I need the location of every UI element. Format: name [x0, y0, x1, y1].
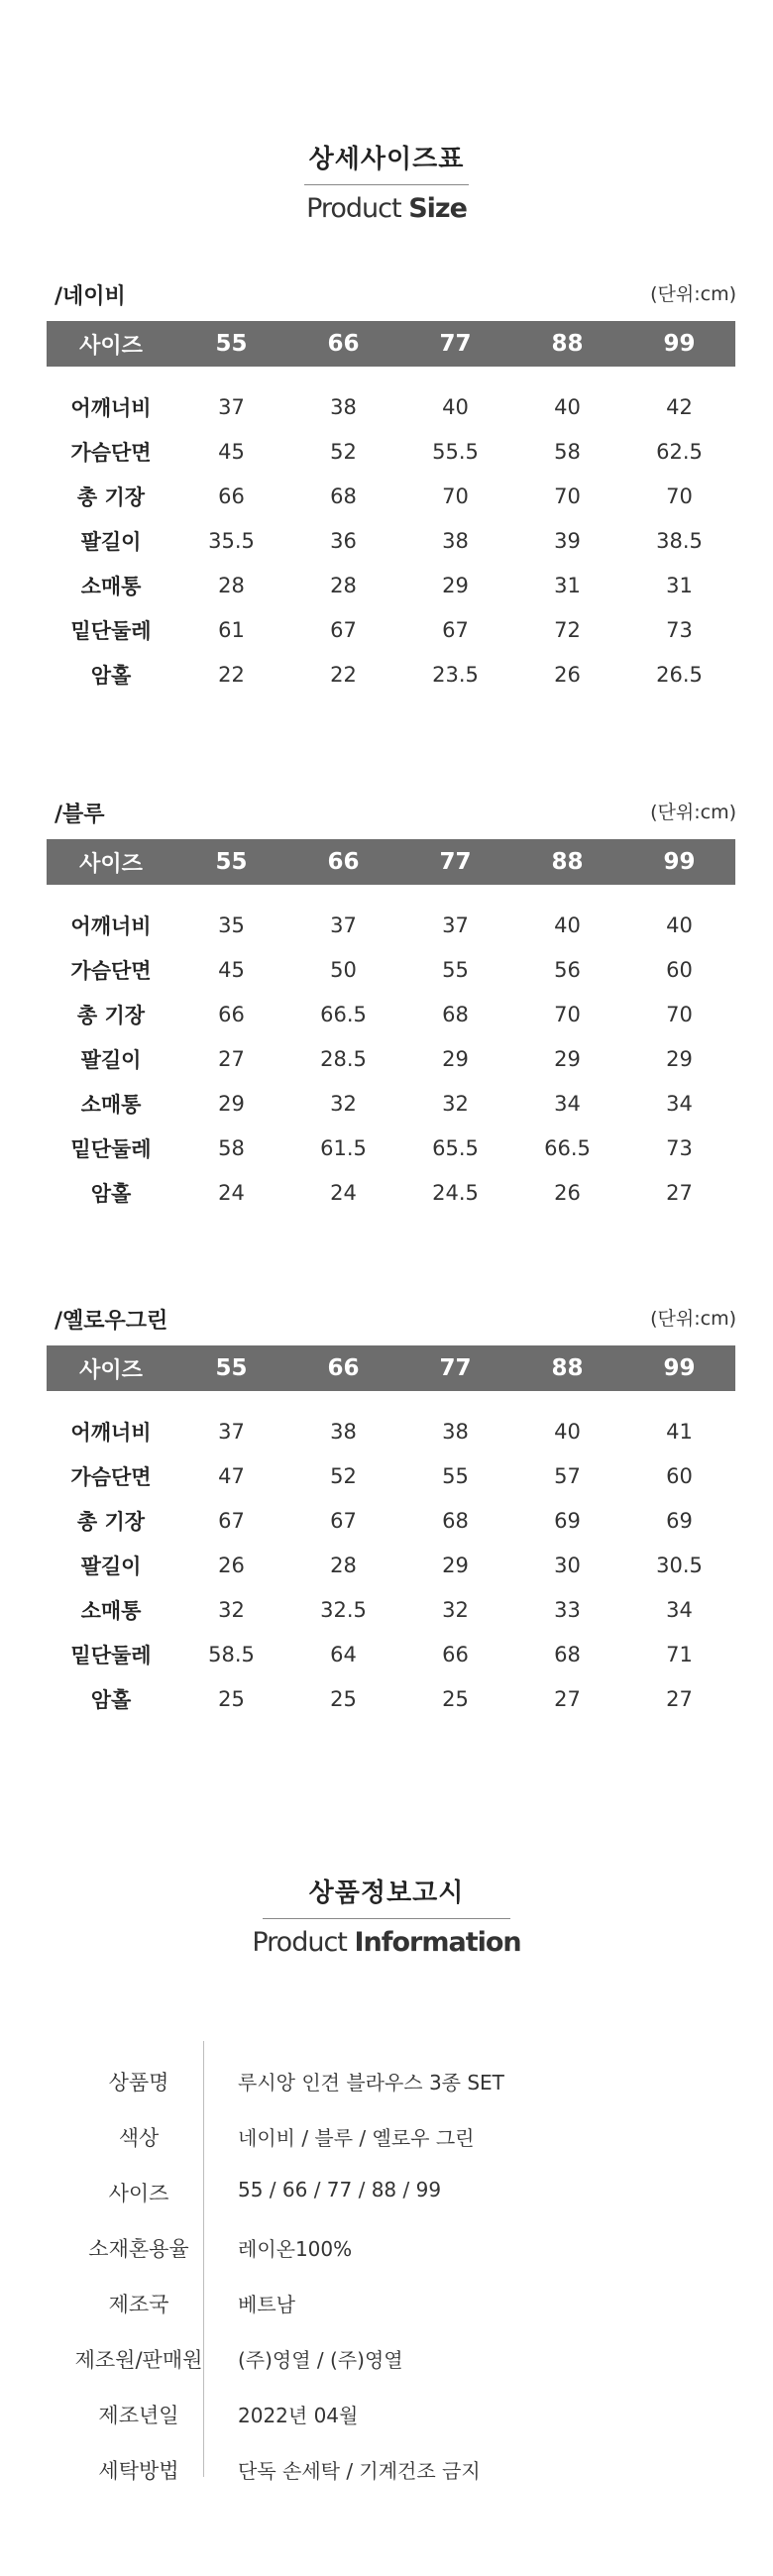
- row-label: 총 기장: [76, 1509, 146, 1534]
- row-label: 가슴단면: [70, 440, 152, 465]
- product-info-title-ko: 상품정보고시: [308, 1878, 465, 1908]
- size-chart-title-ko: 상세사이즈표: [308, 145, 465, 174]
- measure-cell: 56: [554, 957, 581, 982]
- info-row: [0, 2441, 773, 2497]
- measure-cell: 40: [666, 912, 693, 937]
- measure-cell: 35.5: [208, 528, 255, 553]
- measure-cell: 30: [554, 1553, 581, 1577]
- row-label: 팔길이: [80, 1554, 142, 1578]
- table-row: [47, 1126, 735, 1170]
- info-row: [0, 2164, 773, 2219]
- measure-cell: 28.5: [320, 1046, 367, 1071]
- table-row: [47, 1498, 735, 1543]
- measure-cell: 55: [442, 1463, 469, 1488]
- size-header-cell: 99: [623, 1345, 735, 1391]
- measure-cell: 70: [442, 483, 469, 508]
- measure-cell: 70: [666, 1002, 693, 1026]
- measure-cell: 55.5: [432, 439, 479, 464]
- measure-cell: 35: [218, 912, 245, 937]
- size-header-cell: 66: [287, 321, 399, 367]
- size-header-row: [47, 1345, 735, 1391]
- measure-cell: 33: [554, 1597, 581, 1622]
- measure-cell: 28: [218, 573, 245, 597]
- measure-cell: 50: [330, 957, 357, 982]
- size-header-cell: 77: [399, 321, 511, 367]
- measure-cell: 71: [666, 1642, 693, 1666]
- measure-cell: 27: [666, 1686, 693, 1711]
- header-label: 사이즈: [47, 839, 175, 885]
- product-info-title: [0, 1873, 773, 1958]
- row-label: 총 기장: [76, 484, 146, 509]
- row-label: 팔길이: [80, 529, 142, 554]
- measure-cell: 66: [218, 483, 245, 508]
- title-en-light: Product: [252, 1927, 347, 1958]
- size-header-cell: 55: [175, 839, 287, 885]
- size-table: [47, 321, 735, 697]
- measure-cell: 66: [442, 1642, 469, 1666]
- size-header-row: [47, 839, 735, 885]
- info-value: 레이온100%: [238, 2237, 353, 2261]
- measure-cell: 26: [554, 1180, 581, 1205]
- measure-cell: 32: [218, 1597, 245, 1622]
- info-value: 베트남: [238, 2293, 295, 2316]
- size-header-cell: 88: [511, 321, 623, 367]
- size-chart-title-en: [0, 193, 773, 224]
- measure-cell: 37: [218, 1419, 245, 1444]
- table-row: [47, 474, 735, 518]
- measure-cell: 37: [442, 912, 469, 937]
- measure-cell: 40: [442, 394, 469, 419]
- size-header-cell: 66: [287, 839, 399, 885]
- measure-cell: 72: [554, 617, 581, 642]
- measure-cell: 34: [554, 1091, 581, 1116]
- measure-cell: 42: [666, 394, 693, 419]
- measure-cell: 47: [218, 1463, 245, 1488]
- measure-cell: 38: [330, 394, 357, 419]
- measure-cell: 28: [330, 1553, 357, 1577]
- product-info-table: [0, 2053, 773, 2497]
- row-label: 암홀: [90, 663, 132, 688]
- measure-cell: 65.5: [432, 1135, 479, 1160]
- row-label: 어깨너비: [70, 395, 152, 420]
- title-en-light: Product: [306, 193, 401, 224]
- measure-cell: 40: [554, 912, 581, 937]
- measure-cell: 70: [554, 1002, 581, 1026]
- size-header-row: [47, 321, 735, 367]
- measure-cell: 52: [330, 1463, 357, 1488]
- size-section: [0, 1304, 773, 1712]
- measure-cell: 60: [666, 957, 693, 982]
- measure-cell: 37: [330, 912, 357, 937]
- measure-cell: 31: [666, 573, 693, 597]
- measure-cell: 70: [554, 483, 581, 508]
- measure-cell: 61.5: [320, 1135, 367, 1160]
- info-value: 단독 손세탁 / 기계건조 금지: [238, 2459, 481, 2483]
- measure-cell: 26: [218, 1553, 245, 1577]
- measure-cell: 22: [330, 662, 357, 687]
- size-header-cell: 55: [175, 1345, 287, 1391]
- row-label: 어깨너비: [70, 1420, 152, 1445]
- measure-cell: 22: [218, 662, 245, 687]
- table-row: [47, 903, 735, 947]
- row-label: 암홀: [90, 1687, 132, 1712]
- header-label: 사이즈: [47, 1345, 175, 1391]
- size-section: [0, 798, 773, 1206]
- table-row: [47, 652, 735, 697]
- measure-cell: 38.5: [656, 528, 703, 553]
- row-label: 어깨너비: [70, 913, 152, 938]
- color-name: /옐로우그린: [55, 1309, 168, 1334]
- table-row: [47, 1676, 735, 1721]
- row-label: 팔길이: [80, 1047, 142, 1072]
- measure-cell: 34: [666, 1091, 693, 1116]
- table-row: [47, 1632, 735, 1676]
- row-label: 가슴단면: [70, 958, 152, 983]
- measure-cell: 28: [330, 573, 357, 597]
- info-label: 사이즈: [108, 2182, 169, 2205]
- size-header-cell: 99: [623, 321, 735, 367]
- table-row: [47, 992, 735, 1036]
- table-row: [47, 1081, 735, 1126]
- measure-cell: 69: [666, 1508, 693, 1533]
- size-section-header: [0, 1304, 773, 1343]
- measure-cell: 66: [218, 1002, 245, 1026]
- measure-cell: 29: [666, 1046, 693, 1071]
- measure-cell: 55: [442, 957, 469, 982]
- measure-cell: 45: [218, 957, 245, 982]
- measure-cell: 29: [218, 1091, 245, 1116]
- info-row: [0, 2219, 773, 2275]
- info-label: 제조국: [108, 2293, 169, 2316]
- measure-cell: 40: [554, 394, 581, 419]
- measure-cell: 32.5: [320, 1597, 367, 1622]
- measure-cell: 29: [442, 1553, 469, 1577]
- measure-cell: 62.5: [656, 439, 703, 464]
- color-name: /블루: [55, 803, 105, 827]
- header-label: 사이즈: [47, 321, 175, 367]
- info-row: [0, 2275, 773, 2330]
- measure-cell: 24.5: [432, 1180, 479, 1205]
- table-row: [47, 1587, 735, 1632]
- measure-cell: 73: [666, 1135, 693, 1160]
- measure-cell: 29: [554, 1046, 581, 1071]
- measure-cell: 66.5: [544, 1135, 591, 1160]
- measure-cell: 68: [330, 483, 357, 508]
- measure-cell: 32: [330, 1091, 357, 1116]
- unit-label: (단위:cm): [650, 802, 736, 823]
- measure-cell: 68: [554, 1642, 581, 1666]
- measure-cell: 67: [442, 617, 469, 642]
- measure-cell: 24: [330, 1180, 357, 1205]
- measure-cell: 70: [666, 483, 693, 508]
- row-label: 소매통: [80, 1092, 142, 1117]
- table-row: [47, 1170, 735, 1215]
- table-row: [47, 1543, 735, 1587]
- measure-cell: 32: [442, 1091, 469, 1116]
- size-section: [0, 279, 773, 688]
- measure-cell: 24: [218, 1180, 245, 1205]
- info-value: 2022년 04월: [238, 2404, 359, 2427]
- color-name: /네이비: [55, 284, 126, 309]
- measure-cell: 37: [218, 394, 245, 419]
- measure-cell: 57: [554, 1463, 581, 1488]
- measure-cell: 38: [442, 528, 469, 553]
- table-row: [47, 947, 735, 992]
- measure-cell: 73: [666, 617, 693, 642]
- measure-cell: 67: [330, 1508, 357, 1533]
- info-row: [0, 2386, 773, 2441]
- title-en-bold: Size: [408, 193, 467, 224]
- info-label: 소재혼용율: [88, 2237, 189, 2261]
- size-header-cell: 99: [623, 839, 735, 885]
- measure-cell: 29: [442, 573, 469, 597]
- measure-cell: 36: [330, 528, 357, 553]
- size-chart-title: [0, 139, 773, 224]
- title-divider: [263, 1918, 510, 1919]
- measure-cell: 68: [442, 1508, 469, 1533]
- measure-cell: 39: [554, 528, 581, 553]
- row-label: 밑단둘레: [70, 1136, 152, 1161]
- measure-cell: 45: [218, 439, 245, 464]
- measure-cell: 61: [218, 617, 245, 642]
- size-header-cell: 66: [287, 1345, 399, 1391]
- measure-cell: 25: [442, 1686, 469, 1711]
- measure-cell: 40: [554, 1419, 581, 1444]
- info-value: 루시앙 인견 블라우스 3종 SET: [238, 2071, 504, 2094]
- info-value: 네이비 / 블루 / 옐로우 그린: [238, 2126, 475, 2150]
- product-info-title-en: [0, 1927, 773, 1958]
- table-row: [47, 607, 735, 652]
- measure-cell: 31: [554, 573, 581, 597]
- row-label: 총 기장: [76, 1003, 146, 1027]
- measure-cell: 69: [554, 1508, 581, 1533]
- measure-cell: 58: [554, 439, 581, 464]
- info-row: [0, 2330, 773, 2386]
- row-label: 밑단둘레: [70, 1643, 152, 1667]
- measure-cell: 34: [666, 1597, 693, 1622]
- size-header-cell: 88: [511, 839, 623, 885]
- table-row: [47, 1036, 735, 1081]
- size-header-cell: 77: [399, 1345, 511, 1391]
- size-header-cell: 55: [175, 321, 287, 367]
- unit-label: (단위:cm): [650, 1308, 736, 1330]
- unit-label: (단위:cm): [650, 283, 736, 305]
- row-label: 소매통: [80, 574, 142, 598]
- info-label: 세탁방법: [98, 2459, 179, 2483]
- table-row: [47, 1409, 735, 1453]
- table-row: [47, 518, 735, 563]
- title-divider: [304, 184, 469, 185]
- measure-cell: 23.5: [432, 662, 479, 687]
- measure-cell: 25: [218, 1686, 245, 1711]
- measure-cell: 29: [442, 1046, 469, 1071]
- measure-cell: 64: [330, 1642, 357, 1666]
- measure-cell: 67: [330, 617, 357, 642]
- table-row: [47, 1453, 735, 1498]
- measure-cell: 27: [666, 1180, 693, 1205]
- measure-cell: 68: [442, 1002, 469, 1026]
- table-row: [47, 563, 735, 607]
- row-label: 소매통: [80, 1598, 142, 1623]
- measure-cell: 26: [554, 662, 581, 687]
- measure-cell: 25: [330, 1686, 357, 1711]
- info-label: 색상: [118, 2126, 160, 2150]
- info-label: 제조년일: [98, 2404, 179, 2427]
- size-header-cell: 88: [511, 1345, 623, 1391]
- info-label: 제조원/판매원: [74, 2348, 203, 2372]
- measure-cell: 60: [666, 1463, 693, 1488]
- measure-cell: 26.5: [656, 662, 703, 687]
- measure-cell: 67: [218, 1508, 245, 1533]
- measure-cell: 52: [330, 439, 357, 464]
- measure-cell: 66.5: [320, 1002, 367, 1026]
- size-section-header: [0, 798, 773, 837]
- measure-cell: 27: [218, 1046, 245, 1071]
- title-en-bold: Information: [354, 1927, 521, 1958]
- info-row: [0, 2053, 773, 2108]
- size-table: [47, 1345, 735, 1721]
- table-row: [47, 384, 735, 429]
- row-label: 가슴단면: [70, 1464, 152, 1489]
- size-section-header: [0, 279, 773, 319]
- info-label: 상품명: [108, 2071, 169, 2094]
- size-header-cell: 77: [399, 839, 511, 885]
- measure-cell: 32: [442, 1597, 469, 1622]
- measure-cell: 30.5: [656, 1553, 703, 1577]
- measure-cell: 27: [554, 1686, 581, 1711]
- measure-cell: 38: [330, 1419, 357, 1444]
- row-label: 암홀: [90, 1181, 132, 1206]
- measure-cell: 58: [218, 1135, 245, 1160]
- info-row: [0, 2108, 773, 2164]
- row-label: 밑단둘레: [70, 618, 152, 643]
- info-value: (주)영열 / (주)영열: [238, 2348, 403, 2372]
- size-table: [47, 839, 735, 1215]
- info-value: 55 / 66 / 77 / 88 / 99: [238, 2178, 442, 2201]
- measure-cell: 38: [442, 1419, 469, 1444]
- measure-cell: 41: [666, 1419, 693, 1444]
- measure-cell: 58.5: [208, 1642, 255, 1666]
- table-row: [47, 429, 735, 474]
